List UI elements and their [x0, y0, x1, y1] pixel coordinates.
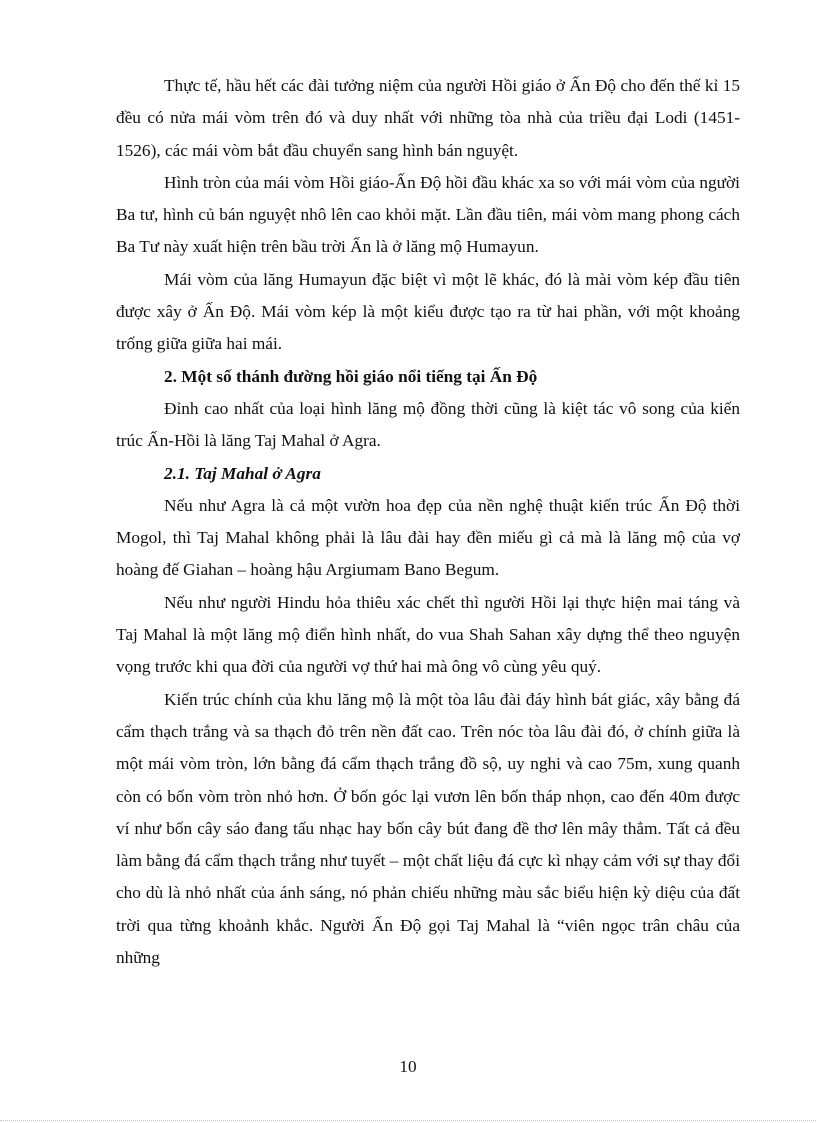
page-bottom-edge	[0, 1120, 816, 1121]
paragraph-double-dome: Mái vòm của lăng Humayun đặc biệt vì một lẽ khác, đó là mài vòm kép đầu tiên được xây ở Ấn Độ. Mái vòm kép là một kiểu được tạo ra từ hai phần, với một khoảng trống giữa giữa hai mái.	[116, 269, 740, 354]
page-number: 10	[399, 1057, 417, 1076]
paragraph-agra: Nếu như Agra là cả một vườn hoa đẹp của nền nghệ thuật kiến trúc Ấn Độ thời Mogol, thì Taj Mahal không phải là lâu đài hay đền miếu gì cả mà là lăng mộ của vợ hoàng đế Giahan – hoàng hậu Argiumam Bano Begum.	[116, 495, 740, 580]
paragraph-dome-shape: Hình tròn của mái vòm Hồi giáo-Ấn Độ hồi đầu khác xa so với mái vòm của người Ba tư, hình củ bán nguyệt nhô lên cao khỏi mặt. Lần đầu tiên, mái vòm mang phong cách Ba Tư này xuất hiện trên bầu trời Ấn là ở lăng mộ Humayun.	[116, 172, 740, 257]
subsection-heading: 2.1. Taj Mahal ở Agra	[164, 463, 321, 483]
paragraph-masterpiece: Đỉnh cao nhất của loại hình lăng mộ đồng thời cũng là kiệt tác vô song của kiến trúc Ấn-Hồi là lăng Taj Mahal ở Agra.	[116, 398, 740, 451]
paragraph-burial: Nếu như người Hindu hỏa thiêu xác chết thì người Hồi lại thực hiện mai táng và Taj Mahal là một lăng mộ điển hình nhất, do vua Shah Sahan xây dựng thể theo nguyện vọng trước khi qua đời của người vợ thứ hai mà ông vô cùng yêu quý.	[116, 592, 740, 677]
section-heading: 2. Một số thánh đường hồi giáo nổi tiếng tại Ấn Độ	[164, 366, 538, 386]
paragraph-dome-history: Thực tế, hầu hết các đài tưởng niệm của người Hồi giáo ở Ấn Độ cho đến thế kỉ 15 đều có nửa mái vòm trên đó và duy nhất với những tòa nhà của triều đại Lodi (1451-1526), các mái vòm bắt đầu chuyển sang hình bán nguyệt.	[116, 76, 740, 160]
paragraph-architecture: Kiến trúc chính của khu lăng mộ là một tòa lâu đài đáy hình bát giác, xây bằng đá cẩm thạch trắng và sa thạch đỏ trên nền đất cao. Trên nóc tòa lâu đài đó, ở chính giữa là một mái vòm tròn, lớn bằng đá cẩm thạch trắng đồ sộ, uy nghi và cao 75m, xung quanh còn có bốn vòm tròn nhỏ hơn. Ở bốn góc lại vươn lên bốn tháp nhọn, cao đến 40m được ví như bốn cây sáo đang tấu nhạc hay bốn cây bút đang đề thơ lên mây thẳm. Tất cả đều làm bằng đá cẩm thạch trắng như tuyết – một chất liệu đá cực kì nhạy cảm với sự thay đổi cho dù là nhỏ nhất của ánh sáng, nó phản chiếu những màu sắc biểu hiện kỳ diệu của đất trời qua từng khoảnh khắc. Người Ấn Độ gọi Taj Mahal là “viên ngọc trân châu của những	[116, 689, 740, 968]
page-body	[116, 70, 740, 974]
